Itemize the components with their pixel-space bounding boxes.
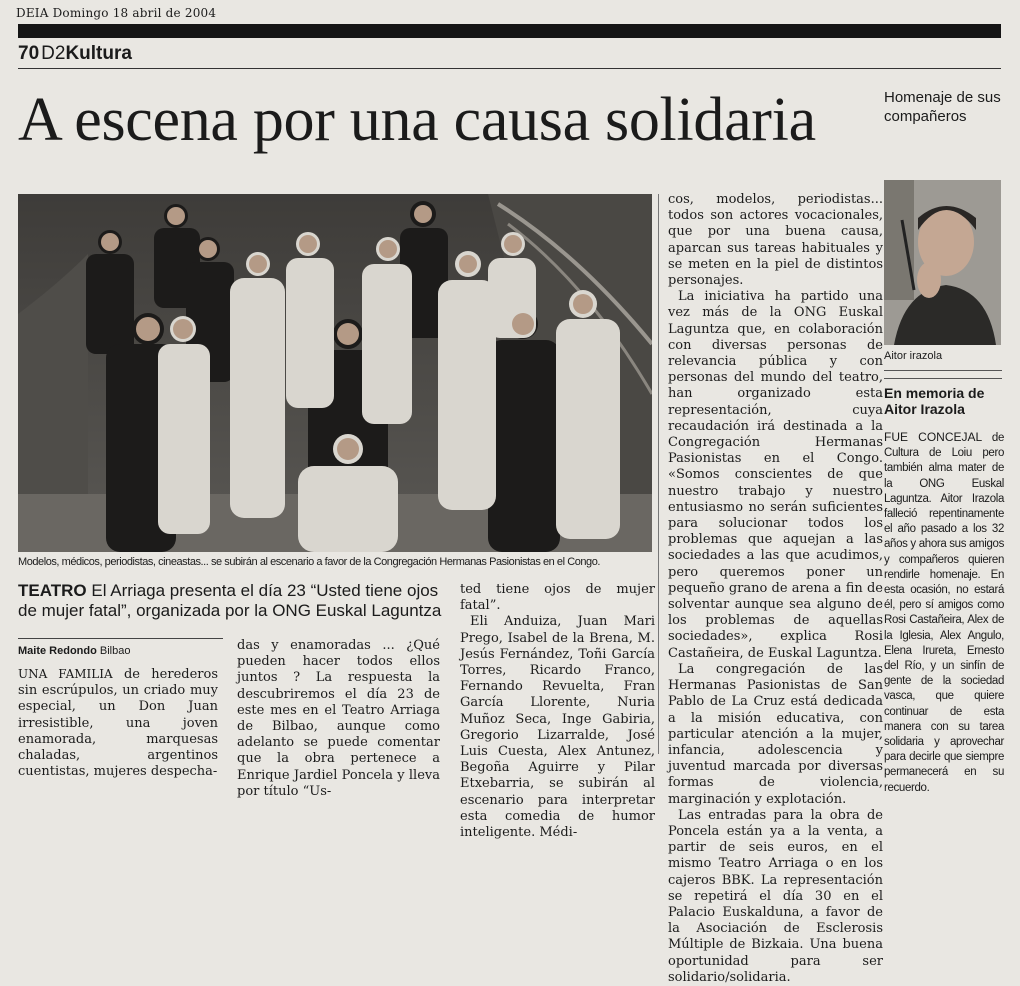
masthead: DEIA Domingo 18 abril de 2004 — [16, 6, 217, 20]
paragraph: Eli Anduiza, Juan Mari Prego, Isabel de la Brena, M. Jesús Fernández, Toñi García Torres, Ricardo Franco, Fernando Revuelta, Fran García Llorente, Nuria Muñoz Seca, Inge Gabiria, Gregorio Lizarralde, José Luis Cuesta, Alex Antunez, Begoña Aguirre y Pilar Etxebarria, se subirán al escenario para interpretar esta comedia de humor inteligente. Médi- — [460, 614, 655, 841]
top-bar — [18, 24, 1001, 38]
page-number: 70 — [18, 43, 40, 64]
body-column-1 — [18, 666, 218, 780]
sidebar-headline: Homenaje de sus compañeros — [884, 89, 1001, 125]
byline-author: Maite Redondo — [18, 645, 97, 657]
paragraph: La congregación de las Hermanas Pasionistas de San Pablo de La Cruz está dedicada a la misión educativa, con particular atención a la mujer, infancia, adolescencia y juventud marcada por diversas formas de violencia, marginación y explotación. — [668, 661, 883, 807]
body-column-2 — [237, 638, 440, 800]
paragraph: La iniciativa ha partido una vez más de la ONG Euskal Laguntza que, en colaboración con diversas personas de relevancia pública y con personas del mundo del teatro, han organizado esta representación, cuya recaudación irá destinada a la Congregación Hermanas Pasionistas en el Congo. «Somos conscientes de que nuestro trabajo y nuestro entusiasmo no serán suficientes para solucionar todos los problemas que aquejan a las sociedades a las que acudimos, pero queremos poner un pequeño grano de arena a fin de solventar aunque sea alguno de los problemas de aquellas sociedades», explica Rosi Castañeira, de Euskal Laguntza. — [668, 289, 883, 661]
kicker-text: El Arriaga presenta el día 23 “Usted tiene ojos de mujer fatal”, organizada por la ONG Euskal Laguntza — [18, 581, 442, 620]
byline-rule — [18, 638, 223, 639]
byline-place: Bilbao — [99, 645, 131, 657]
portrait-illustration — [884, 180, 1001, 345]
column-divider — [658, 194, 659, 754]
paragraph: ted tiene ojos de mujer fatal”. — [460, 582, 655, 614]
section-name: Kultura — [65, 43, 132, 64]
memorial-lead: FUE CONCEJAL — [884, 430, 983, 444]
sidebar-rule — [884, 370, 1002, 371]
body-column-3 — [460, 582, 655, 841]
lead-text: de herederos sin escrúpulos, un criado muy especial, un Don Juan irresistible, una joven enamorada, marquesas chaladas, argentinos cuentistas, mujeres despecha- — [18, 667, 218, 780]
lead-caps: UNA FAMILIA — [18, 667, 113, 681]
kicker-label: TEATRO — [18, 581, 87, 600]
section-rule — [18, 68, 1001, 69]
portrait-photo — [884, 180, 1001, 345]
paragraph: Las entradas para la obra de Poncela están ya a la venta, a partir de seis euros, en el mismo Teatro Arriaga o en los cajeros BBK. La representación se repetirá el día 30 en el Palacio Euskalduna, a favor de la Asociación de Esclerosis Múltiple de Bizkaia. Una buena oportunidad para ser solidario/solidaria. — [668, 807, 883, 985]
photo-caption: Modelos, médicos, periodistas, cineastas... se subirán al escenario a favor de la Congregación Hermanas Pasionistas en el Congo. — [18, 556, 600, 568]
headline: A escena por una causa solidaria — [18, 86, 816, 154]
paragraph — [18, 666, 218, 780]
memorial-text — [884, 430, 1004, 796]
section-prefix: D2 — [41, 43, 66, 64]
byline — [18, 645, 130, 657]
memorial-body: de Cultura de Loiu pero también alma mater de la ONG Euskal Laguntza. Aitor Irazola falleció repentinamente el año pasado a los 32 años y ahora sus amigos y compañeros quieren rendirle homenaje. En esta ocasión, no estará él, pero sí amigos como Rosi Castañeira, Alex de la Iglesia, Alex Angulo, Elena Irureta, Ernesto del Río, y un sinfín de gente de la sociedad vasca, que quiere continuar de esta manera con su tarea solidaria y aprovechar para decirle que siempre permanecerá en su recuerdo. — [884, 432, 1004, 794]
group-photo — [18, 194, 652, 552]
paragraph: das y enamoradas ... ¿Qué pueden hacer todos ellos juntos ? La respuesta la descubriremos el día 23 de este mes en el Teatro Arriaga de Bilbao, aunque como adelanto se puede comentar que la obra pertenece a Enrique Jardiel Poncela y lleva por título “Us- — [237, 638, 440, 799]
section-header — [18, 43, 132, 65]
memorial-title: En memoria de Aitor Irazola — [884, 385, 985, 417]
paragraph: cos, modelos, periodistas... todos son actores vocacionales, que por una buena causa, aparcan sus tareas habituales y se meten en la piel de distintos personajes. — [668, 192, 883, 289]
group-photo-illustration — [18, 194, 652, 552]
portrait-caption: Aitor irazola — [884, 350, 943, 362]
body-column-4 — [668, 192, 883, 986]
sidebar-rule — [884, 378, 1002, 379]
kicker — [18, 581, 448, 621]
